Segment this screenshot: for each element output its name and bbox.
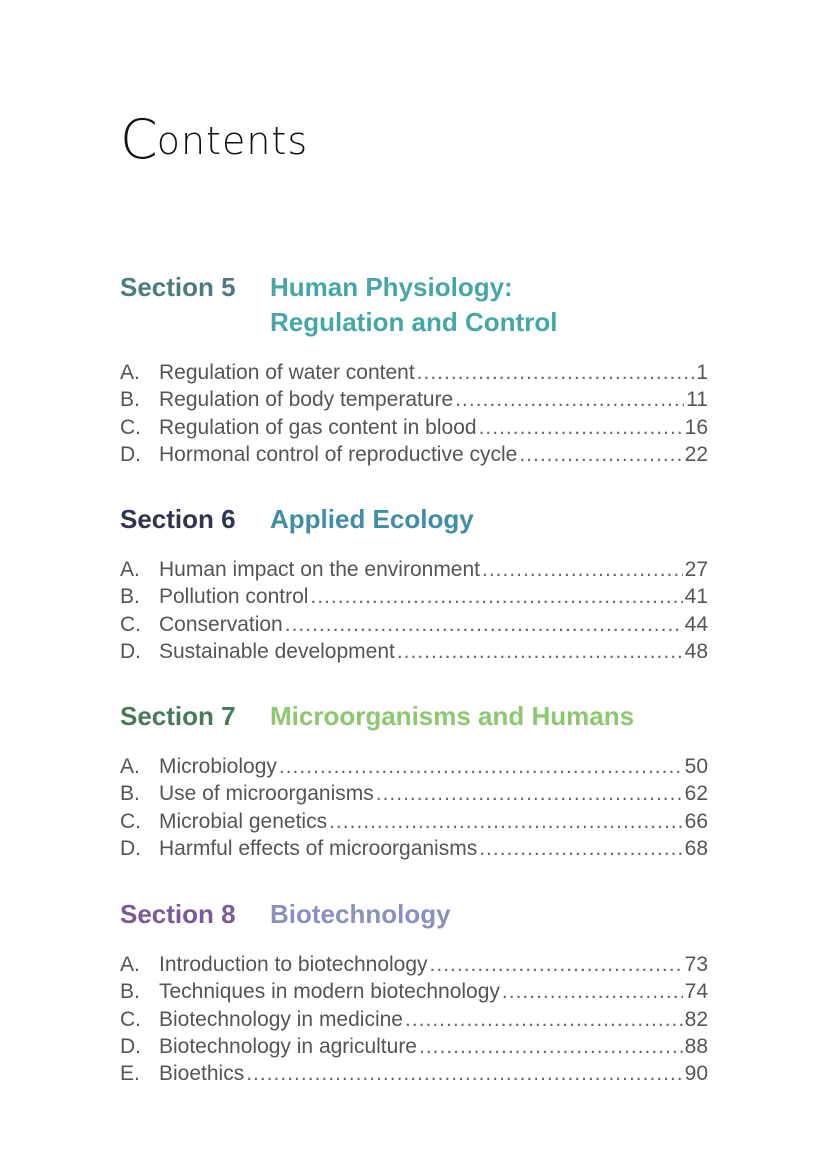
dot-leader <box>502 978 683 1005</box>
entry-title: Human impact on the environment <box>159 558 480 581</box>
entry-page-number: 22 <box>684 442 708 466</box>
entry-letter: D. <box>120 442 141 466</box>
section-title <box>270 502 708 537</box>
entry-title: Regulation of gas content in blood <box>159 415 477 439</box>
entry-letter: D. <box>120 639 141 663</box>
entry-letter: A. <box>120 755 140 778</box>
toc-entry[interactable] <box>120 556 708 583</box>
entry-page-number: 41 <box>684 585 708 609</box>
entry-title: Introduction to biotechnology <box>159 953 428 976</box>
entry-letter: C. <box>120 809 141 833</box>
toc-entry[interactable] <box>120 808 708 835</box>
section-label: Section 6 <box>120 504 236 534</box>
entry-letter: D. <box>120 836 141 860</box>
dot-leader <box>329 808 683 835</box>
section-title-line: Human Physiology: <box>270 272 513 302</box>
entry-page-number: 27 <box>684 558 708 581</box>
entry-list <box>120 556 708 665</box>
entry-title: Techniques in modern biotechnology <box>159 980 500 1004</box>
toc-entry[interactable] <box>120 1006 708 1033</box>
section-label: Section 7 <box>120 701 236 731</box>
entry-letter: E. <box>120 1062 140 1086</box>
entry-title: Bioethics <box>159 1062 245 1086</box>
entry-title: Microbiology <box>159 755 277 778</box>
entry-page-number: 66 <box>684 809 708 833</box>
entry-letter: A. <box>120 953 140 976</box>
toc-entry[interactable] <box>120 835 708 862</box>
toc-section <box>120 502 708 665</box>
toc-section <box>120 699 708 862</box>
section-label: Section 8 <box>120 899 236 929</box>
section-heading <box>120 502 708 537</box>
entry-list <box>120 359 708 468</box>
entry-letter: B. <box>120 782 140 806</box>
dot-leader <box>430 951 683 978</box>
entry-list <box>120 753 708 862</box>
entry-title: Pollution control <box>159 585 309 609</box>
entry-title: Conservation <box>159 612 283 636</box>
toc-entry[interactable] <box>120 1033 708 1060</box>
section-heading <box>120 699 708 734</box>
section-title <box>270 699 708 734</box>
dot-leader <box>482 556 683 583</box>
entry-letter: C. <box>120 415 141 439</box>
entry-letter: D. <box>120 1034 141 1058</box>
entry-title: Regulation of body temperature <box>159 388 454 412</box>
entry-page-number: 68 <box>684 836 708 860</box>
entry-letter: C. <box>120 612 141 636</box>
entry-title: Sustainable development <box>159 639 395 663</box>
toc-section <box>120 897 708 1087</box>
toc-entry[interactable] <box>120 611 708 638</box>
page-title <box>120 108 308 171</box>
entry-title: Use of microorganisms <box>159 782 374 806</box>
entry-letter: B. <box>120 585 140 609</box>
entry-page-number: 44 <box>684 612 708 636</box>
entry-title: Microbial genetics <box>159 809 328 833</box>
entry-title: Regulation of water content <box>159 361 415 384</box>
entry-title: Biotechnology in agriculture <box>159 1034 417 1058</box>
entry-letter: B. <box>120 388 140 412</box>
dot-leader <box>397 638 683 665</box>
entry-page-number: 73 <box>684 953 708 976</box>
entry-title: Hormonal control of reproductive cycle <box>159 442 518 466</box>
entry-page-number: 90 <box>684 1062 708 1086</box>
section-heading <box>120 897 708 932</box>
toc-entry[interactable] <box>120 780 708 807</box>
dot-leader <box>419 1033 683 1060</box>
section-label: Section 5 <box>120 272 236 302</box>
dot-leader <box>246 1060 682 1087</box>
toc-entry[interactable] <box>120 951 708 978</box>
section-title-line: Microorganisms and Humans <box>270 701 635 731</box>
toc-entry[interactable] <box>120 638 708 665</box>
section-title-line: Applied Ecology <box>270 504 474 534</box>
entry-page-number: 16 <box>684 415 708 439</box>
entry-page-number: 88 <box>684 1034 708 1058</box>
toc-entry[interactable] <box>120 359 708 386</box>
entry-page-number: 48 <box>684 639 708 663</box>
entry-letter: C. <box>120 1007 141 1031</box>
dot-leader <box>455 386 684 413</box>
toc-entry[interactable] <box>120 441 708 468</box>
toc-entry[interactable] <box>120 1060 708 1087</box>
title-initial: C <box>120 108 159 171</box>
entry-page-number: 1 <box>696 361 708 384</box>
section-title <box>270 270 708 340</box>
dot-leader <box>285 611 683 638</box>
entry-page-number: 62 <box>684 782 708 806</box>
dot-leader <box>479 414 683 441</box>
dot-leader <box>310 583 682 610</box>
section-title-line: Regulation and Control <box>270 307 558 337</box>
toc-entry[interactable] <box>120 753 708 780</box>
entry-page-number: 74 <box>684 980 708 1004</box>
entry-title: Biotechnology in medicine <box>159 1007 403 1031</box>
toc-entry[interactable] <box>120 583 708 610</box>
dot-leader <box>405 1006 683 1033</box>
entry-letter: A. <box>120 558 140 581</box>
entry-page-number: 82 <box>684 1007 708 1031</box>
dot-leader <box>519 441 682 468</box>
section-title <box>270 897 708 932</box>
toc-entry[interactable] <box>120 414 708 441</box>
dot-leader <box>376 780 683 807</box>
toc-entry[interactable] <box>120 386 708 413</box>
entry-letter: A. <box>120 361 140 384</box>
entry-page-number: 11 <box>686 388 708 412</box>
entry-title: Harmful effects of microorganisms <box>159 836 478 860</box>
section-heading <box>120 270 708 340</box>
title-rest: ontents <box>156 119 309 163</box>
dot-leader <box>479 835 682 862</box>
entry-letter: B. <box>120 980 140 1004</box>
section-title-line: Biotechnology <box>270 899 451 929</box>
entry-list <box>120 951 708 1087</box>
toc-entry[interactable] <box>120 978 708 1005</box>
dot-leader <box>279 753 683 780</box>
entry-page-number: 50 <box>684 755 708 778</box>
toc-section <box>120 270 708 468</box>
dot-leader <box>417 359 695 386</box>
